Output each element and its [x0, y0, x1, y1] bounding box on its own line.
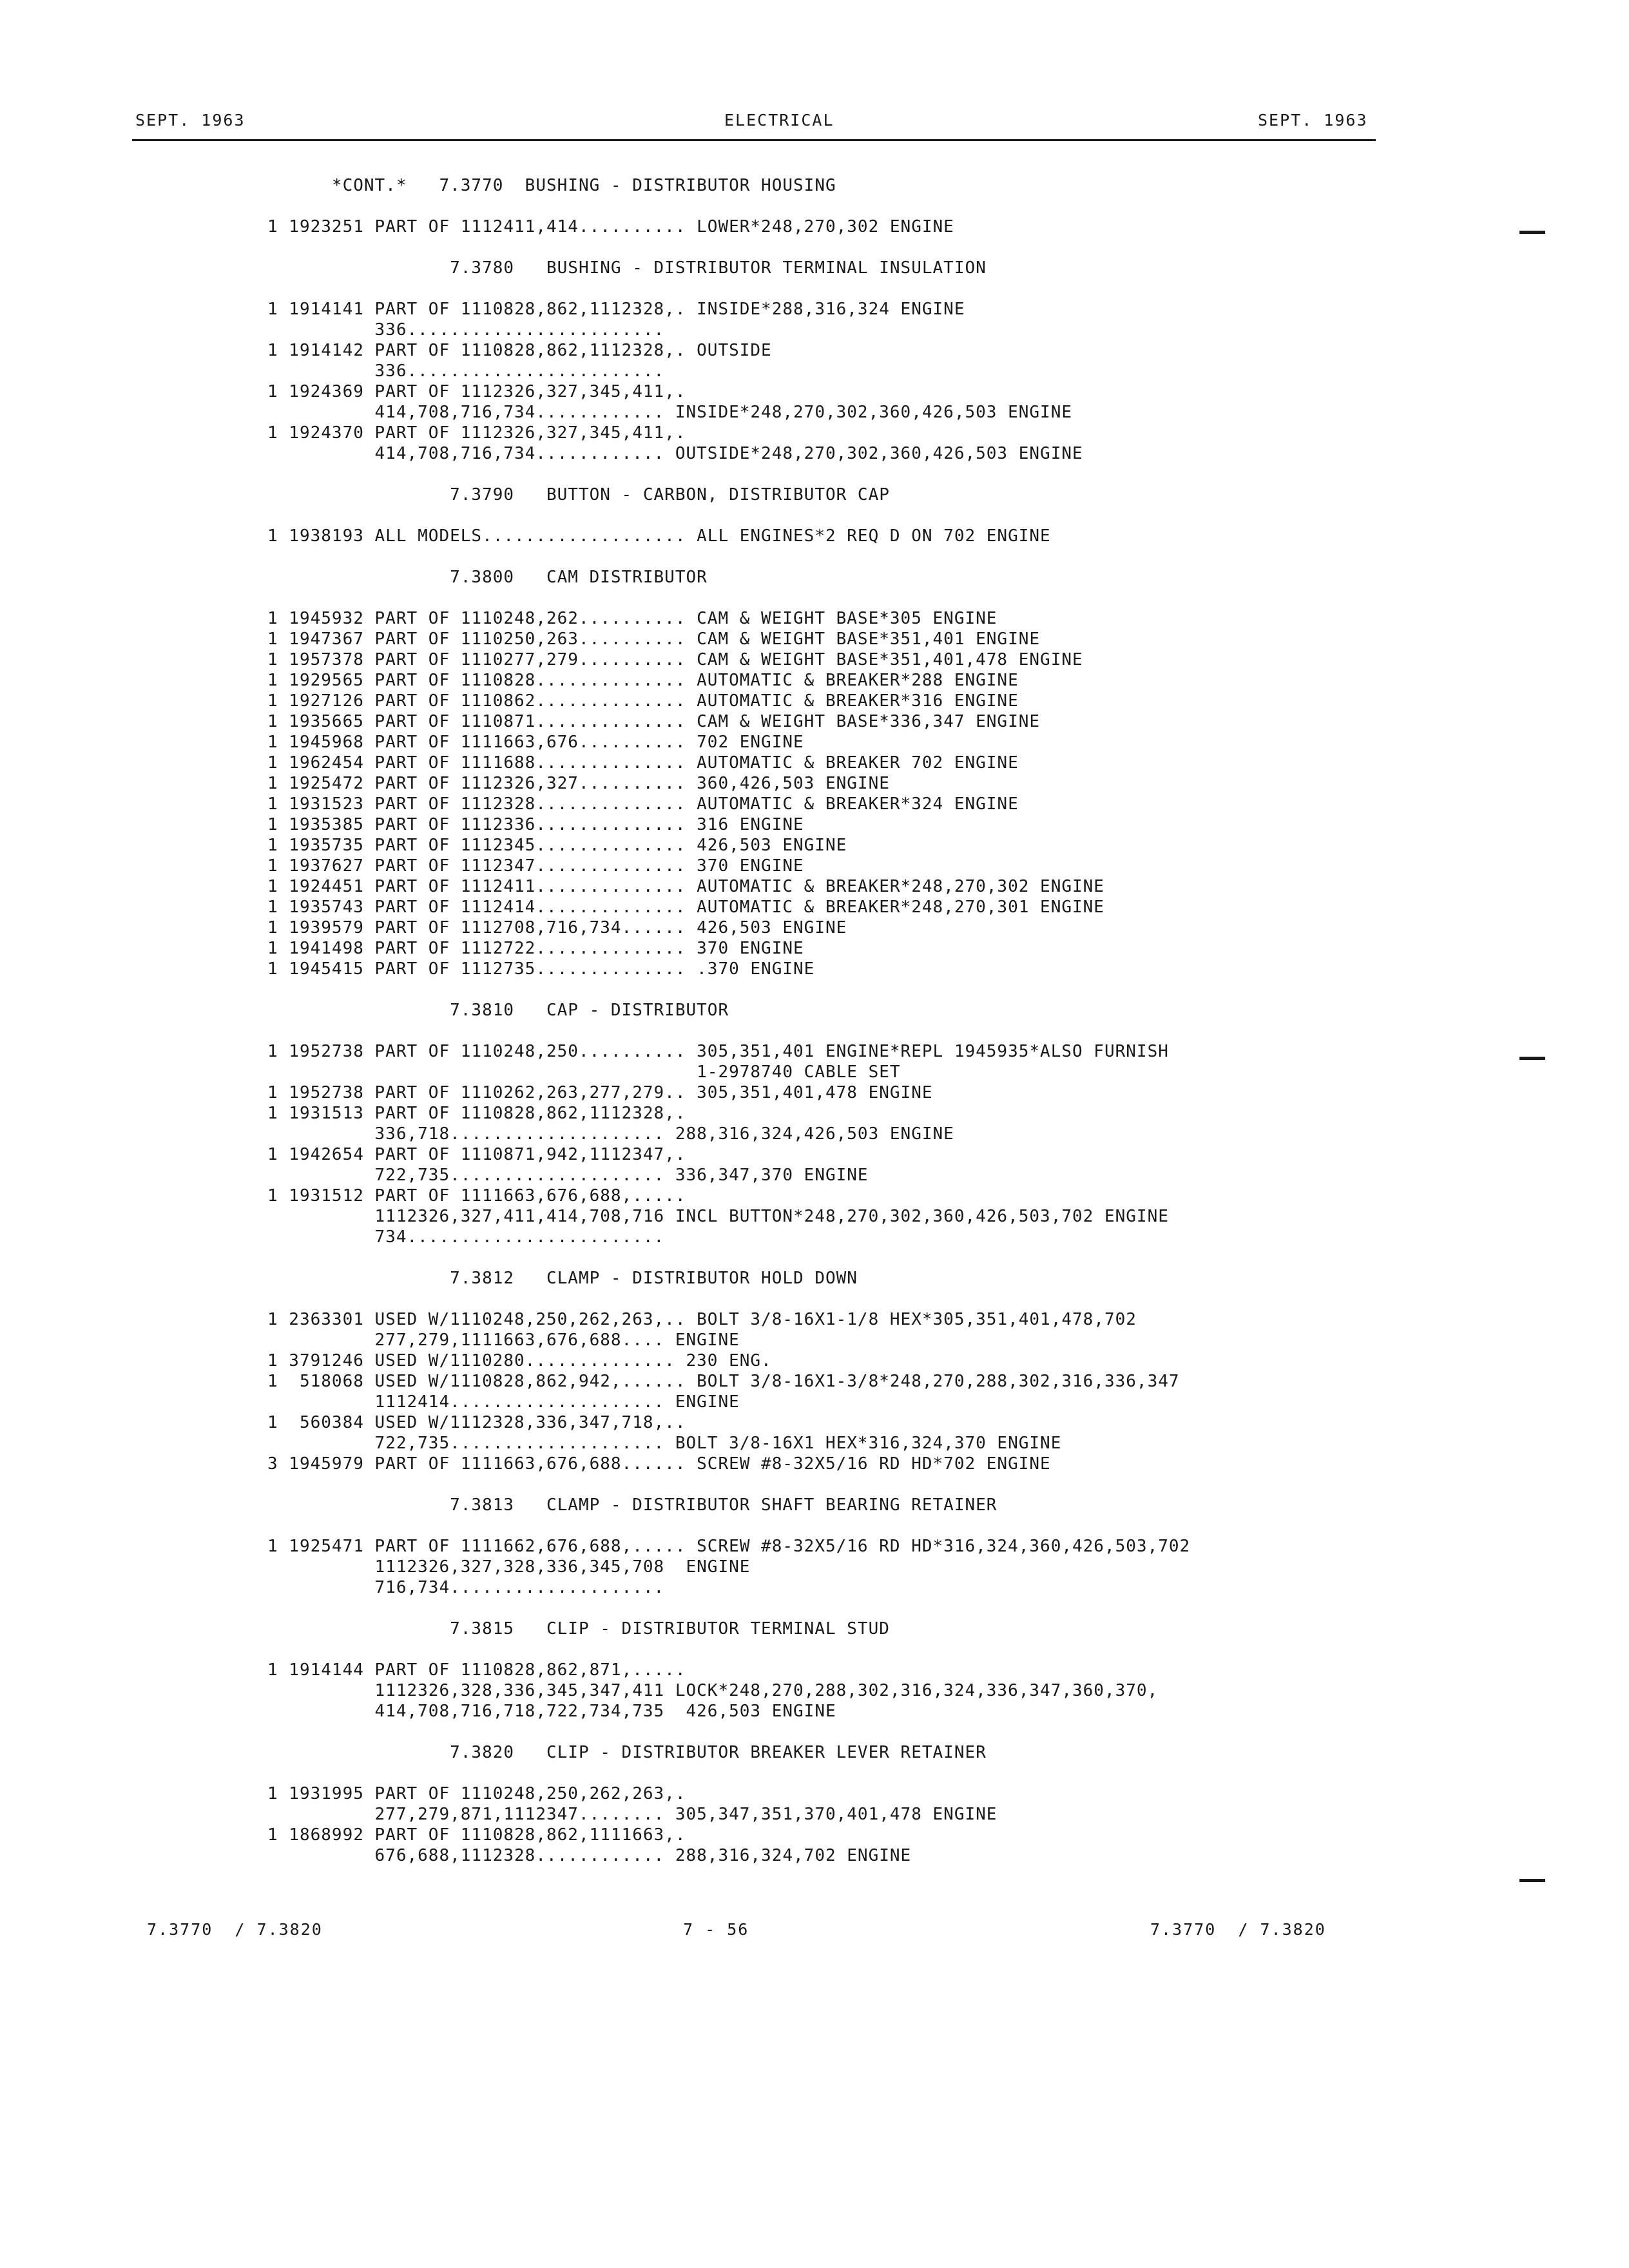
listing-line: 7.3790 BUTTON - CARBON, DISTRIBUTOR CAP: [267, 485, 890, 505]
footer-range-left: 7.3770 / 7.3820: [147, 1920, 323, 1939]
listing-line: 1 1939579 PART OF 1112708,716,734...... 426,503 ENGINE: [267, 918, 847, 937]
listing-line: 734........................: [267, 1227, 665, 1247]
listing-line: 1 518068 USED W/1110828,862,942,...... BOLT 3/8-16X1-3/8*248,270,288,302,316,336,347: [267, 1372, 1180, 1391]
listing-line: 336........................: [267, 361, 665, 381]
listing-line: 7.3813 CLAMP - DISTRIBUTOR SHAFT BEARING RETAINER: [267, 1495, 998, 1515]
listing-line: 336........................: [267, 320, 665, 340]
listing-line: 1 1935735 PART OF 1112345.............. 426,503 ENGINE: [267, 836, 847, 855]
listing-line: 1 1931512 PART OF 1111663,676,688,.....: [267, 1186, 686, 1206]
listing-line: 1 1924369 PART OF 1112326,327,345,411,.: [267, 382, 686, 401]
listing-line: 1112326,328,336,345,347,411 LOCK*248,270,288,302,316,324,336,347,360,370,: [267, 1681, 1159, 1700]
listing-line: 1 1952738 PART OF 1110262,263,277,279.. 305,351,401,478 ENGINE: [267, 1083, 933, 1102]
listing-line: 1 1914141 PART OF 1110828,862,1112328,. INSIDE*288,316,324 ENGINE: [267, 300, 965, 319]
listing-line: 414,708,716,718,722,734,735 426,503 ENGINE: [267, 1702, 836, 1721]
listing-line: 7.3810 CAP - DISTRIBUTOR: [267, 1001, 729, 1020]
listing-line: 1 560384 USED W/1112328,336,347,718,..: [267, 1413, 686, 1432]
listing-line: 277,279,871,1112347........ 305,347,351,370,401,478 ENGINE: [267, 1805, 998, 1824]
listing-line: 414,708,716,734............ INSIDE*248,270,302,360,426,503 ENGINE: [267, 403, 1072, 422]
listing-line: *CONT.* 7.3770 BUSHING - DISTRIBUTOR HOUSING: [267, 176, 836, 195]
listing-line: 3 1945979 PART OF 1111663,676,688...... SCREW #8-32X5/16 RD HD*702 ENGINE: [267, 1454, 1051, 1474]
listing-line: 7.3812 CLAMP - DISTRIBUTOR HOLD DOWN: [267, 1269, 858, 1288]
listing-line: 1 1942654 PART OF 1110871,942,1112347,.: [267, 1145, 686, 1164]
listing-line: 1 1935665 PART OF 1110871.............. CAM & WEIGHT BASE*336,347 ENGINE: [267, 712, 1041, 731]
listing-line: 1 1938193 ALL MODELS................... ALL ENGINES*2 REQ D ON 702 ENGINE: [267, 526, 1051, 546]
header-section-title: ELECTRICAL: [724, 111, 834, 130]
listing-line: 1 1914142 PART OF 1110828,862,1112328,. OUTSIDE: [267, 341, 772, 360]
footer-page-number: 7 - 56: [683, 1920, 749, 1939]
listing-line: 1 1937627 PART OF 1112347.............. 370 ENGINE: [267, 856, 804, 876]
listing-line: 1 1947367 PART OF 1110250,263.......... CAM & WEIGHT BASE*351,401 ENGINE: [267, 629, 1041, 649]
listing-line: 7.3820 CLIP - DISTRIBUTOR BREAKER LEVER RETAINER: [267, 1743, 987, 1762]
listing-line: 1 1957378 PART OF 1110277,279.......... CAM & WEIGHT BASE*351,401,478 ENGINE: [267, 650, 1083, 669]
header-rule: [132, 139, 1376, 141]
listing-line: 1 2363301 USED W/1110248,250,262,263,.. BOLT 3/8-16X1-1/8 HEX*305,351,401,478,702: [267, 1310, 1137, 1329]
listing-line: 1112326,327,328,336,345,708 ENGINE: [267, 1557, 751, 1577]
listing-line: 1 1935743 PART OF 1112414.............. AUTOMATIC & BREAKER*248,270,301 ENGINE: [267, 898, 1104, 917]
listing-line: 1 1941498 PART OF 1112722.............. 370 ENGINE: [267, 939, 804, 958]
listing-line: 716,734....................: [267, 1578, 665, 1597]
listing-line: 1 1931513 PART OF 1110828,862,1112328,.: [267, 1104, 686, 1123]
listing-line: 1 1931995 PART OF 1110248,250,262,263,.: [267, 1784, 686, 1803]
listing-line: 676,688,1112328............ 288,316,324,702 ENGINE: [267, 1846, 912, 1865]
listing-line: 1 1945415 PART OF 1112735.............. .370 ENGINE: [267, 959, 815, 979]
listing-line: 1 1868992 PART OF 1110828,862,1111663,.: [267, 1825, 686, 1845]
revision-mark: [1519, 231, 1545, 234]
listing-line: 1 1945932 PART OF 1110248,262.......... CAM & WEIGHT BASE*305 ENGINE: [267, 609, 998, 628]
listing-line: 1 1929565 PART OF 1110828.............. AUTOMATIC & BREAKER*288 ENGINE: [267, 671, 1019, 690]
listing-line: 1 1925472 PART OF 1112326,327.......... 360,426,503 ENGINE: [267, 774, 890, 793]
header-date-right: SEPT. 1963: [1258, 111, 1368, 130]
listing-line: 1112326,327,411,414,708,716 INCL BUTTON*248,270,302,360,426,503,702 ENGINE: [267, 1207, 1169, 1226]
listing-line: 1112414.................... ENGINE: [267, 1392, 740, 1412]
listing-line: 1 1952738 PART OF 1110248,250.......... 305,351,401 ENGINE*REPL 1945935*ALSO FURNISH: [267, 1042, 1169, 1061]
listing-line: 336,718.................... 288,316,324,426,503 ENGINE: [267, 1124, 954, 1144]
listing-line: 722,735.................... BOLT 3/8-16X1 HEX*316,324,370 ENGINE: [267, 1434, 1062, 1453]
listing-line: 1 1962454 PART OF 1111688.............. AUTOMATIC & BREAKER 702 ENGINE: [267, 753, 1019, 773]
revision-mark: [1519, 1057, 1545, 1060]
listing-line: 1 1923251 PART OF 1112411,414.......... LOWER*248,270,302 ENGINE: [267, 217, 954, 236]
listing-line: 1 1914144 PART OF 1110828,862,871,.....: [267, 1660, 686, 1680]
listing-line: 1 1945968 PART OF 1111663,676.......... 702 ENGINE: [267, 733, 804, 752]
listing-line: 277,279,1111663,676,688.... ENGINE: [267, 1331, 740, 1350]
listing-line: 1 3791246 USED W/1110280.............. 230 ENG.: [267, 1351, 772, 1370]
header-date-left: SEPT. 1963: [135, 111, 246, 130]
listing-line: 1 1927126 PART OF 1110862.............. AUTOMATIC & BREAKER*316 ENGINE: [267, 691, 1019, 711]
listing-line: 1 1935385 PART OF 1112336.............. 316 ENGINE: [267, 815, 804, 834]
listing-line: 1 1931523 PART OF 1112328.............. AUTOMATIC & BREAKER*324 ENGINE: [267, 794, 1019, 814]
listing-line: 7.3780 BUSHING - DISTRIBUTOR TERMINAL INSULATION: [267, 258, 987, 278]
listing-line: 414,708,716,734............ OUTSIDE*248,270,302,360,426,503 ENGINE: [267, 444, 1083, 463]
listing-line: 1 1924451 PART OF 1112411.............. AUTOMATIC & BREAKER*248,270,302 ENGINE: [267, 877, 1104, 896]
parts-listing: [267, 175, 1190, 1866]
listing-line: 7.3800 CAM DISTRIBUTOR: [267, 568, 708, 587]
footer-range-right: 7.3770 / 7.3820: [1150, 1920, 1326, 1939]
revision-mark: [1519, 1879, 1545, 1882]
listing-line: 1 1924370 PART OF 1112326,327,345,411,.: [267, 423, 686, 443]
listing-line: 1-2978740 CABLE SET: [267, 1062, 901, 1082]
listing-line: 7.3815 CLIP - DISTRIBUTOR TERMINAL STUD: [267, 1619, 890, 1639]
listing-line: 1 1925471 PART OF 1111662,676,688,..... SCREW #8-32X5/16 RD HD*316,324,360,426,503,702: [267, 1537, 1191, 1556]
listing-line: 722,735.................... 336,347,370 ENGINE: [267, 1166, 869, 1185]
